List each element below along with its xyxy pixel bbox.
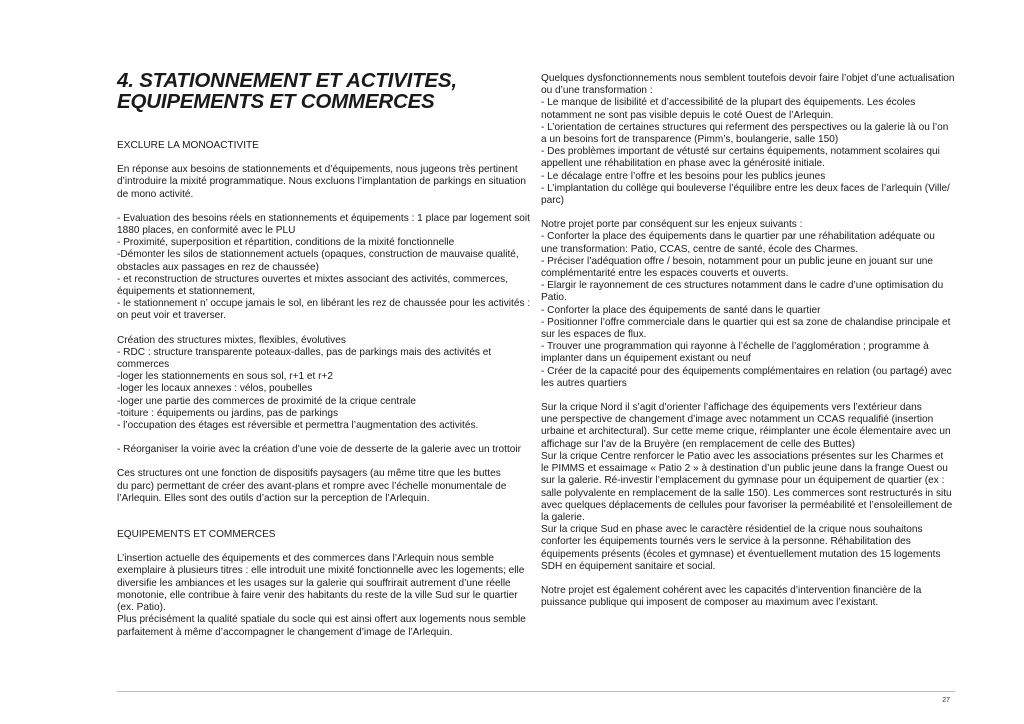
text-line: les autres quartiers xyxy=(541,377,627,389)
text-line: Notre projet est également cohérent avec les capacités d’intervention financière de la xyxy=(541,584,922,596)
text-line: le PIMMS et essaimage « Patio 2 » à destination d’un public jeune dans la frange Ouest ou xyxy=(541,463,948,475)
title-line: EQUIPEMENTS ET COMMERCES xyxy=(117,90,435,113)
text-line: Création des structures mixtes, flexibles, évolutives xyxy=(117,334,346,346)
text-line: - Le manque de lisibilité et d’accessibilité de la plupart des équipements. Les écoles xyxy=(541,97,916,109)
text-line: a un besoins fort de transparence (Pimm’s, boulangerie, salle 150) xyxy=(541,134,839,146)
text-line: - et reconstruction de structures ouvertes et mixtes associant des activités, commerces, xyxy=(117,273,509,285)
text-line: Sur la crique Centre renforcer le Patio avec les associations présentes sur les Charmes et xyxy=(541,450,944,462)
text-line: obstacles aux passages en rez de chaussée) xyxy=(117,261,319,273)
text-line: affichage sur l’av de la Bruyère (en remplacement de celle des Buttes) xyxy=(541,438,856,450)
text-line: une perspective de changement d’image avec notamment un CCAS requalifié (insertion xyxy=(541,414,934,426)
text-line: Ces structures ont une fonction de dispositifs paysagers (au même titre que les buttes xyxy=(117,468,501,480)
text-line: - L’implantation du collège qui bouleverse l’équilibre entre les deux faces de l’arlequin (Ville/ xyxy=(541,182,950,194)
title-line: 4. STATIONNEMENT ET ACTIVITES, xyxy=(117,69,457,92)
text-line: (ex. Patio). xyxy=(117,602,166,614)
text-line: En réponse aux besoins de stationnements et d’équipements, nous jugeons très pertinent xyxy=(117,164,518,176)
paragraph xyxy=(541,585,953,609)
text-line: équipements et stationnement, xyxy=(117,286,256,298)
text-line: l’Arlequin. Elles sont des outils d’action sur la perception de l’Arlequin. xyxy=(117,492,430,504)
text-line: - Réorganiser la voirie avec la création d’une voie de desserte de la galerie avec un trottoir xyxy=(117,444,521,456)
left-column xyxy=(117,70,529,639)
text-line: - Evaluation des besoins réels en stationnements et équipements : 1 place par logement soit xyxy=(117,212,530,224)
text-line: notamment ne sont pas visible depuis le coté Ouest de l’Arlequin. xyxy=(541,109,834,121)
text-line: - l’occupation des étages est réversible et permettra l’augmentation des activités. xyxy=(117,420,479,432)
text-line: sur les espaces de flux. xyxy=(541,329,647,341)
text-line: complémentarité entre les espaces couverts et ouverts. xyxy=(541,268,789,280)
text-line: - L’orientation de certaines structures qui referment des perspectives ou la galerie là ou l’on xyxy=(541,121,949,133)
section-heading-monoactivite: EXCLURE LA MONOACTIVITE xyxy=(117,140,259,151)
text-line: Patio. xyxy=(541,292,567,304)
text-line: Quelques dysfonctionnements nous semblent toutefois devoir faire l’objet d’une actualisation xyxy=(541,73,955,84)
text-line: 1880 places, en conformité avec le PLU xyxy=(117,225,296,237)
paragraph xyxy=(541,219,953,390)
text-line: du parc) permettant de créer des avant-plans et rompre avec l’échelle monumentale de xyxy=(117,480,507,492)
text-line: - Trouver une programmation qui rayonne à l’échelle de l’agglomération ; programme à xyxy=(541,341,929,353)
text-line: diversifie les ambiances et les usages sur la galerie qui souffrirait autrement d’une réelle xyxy=(117,577,511,589)
text-line: - Préciser l’adéquation offre / besoin, notamment pour un public jeune en jouant sur une xyxy=(541,255,934,267)
text-line: parfaitement à même d’accompagner le changement d’image de l’Arlequin. xyxy=(117,626,453,638)
text-line: Plus précisément la qualité spatiale du socle qui est ainsi offert aux logements nous semble xyxy=(117,614,526,626)
text-line: - Positionner l’offre commerciale dans le quartier qui est sa zone de chalandise principale et xyxy=(541,316,951,328)
paragraph xyxy=(117,335,529,433)
paragraph xyxy=(117,468,529,505)
text-line: - Le décalage entre l’offre et les besoins pour les publics jeunes xyxy=(541,170,826,182)
text-line: implanter dans un équipement existant ou neuf xyxy=(541,353,751,365)
text-line: d’introduire la mixité programmatique. Nous excluons l’implantation de parkings en situation xyxy=(117,176,527,188)
text-line: avec quelques déplacements de cellules pour favoriser la perméabilité et l’ensoleillement de xyxy=(541,499,953,511)
text-line: Sur la crique Nord il s’agit d’orienter l’affichage des équipements vers l’extérieur dans xyxy=(541,402,922,414)
text-line: urbaine et architectural). Sur cette meme crique, réimplanter une école élementaire avec un xyxy=(541,426,951,438)
text-line: - RDC : structure transparente poteaux-dalles, pas de parkings mais des activités et xyxy=(117,346,492,358)
right-column xyxy=(541,73,953,609)
paragraph xyxy=(117,444,529,456)
paragraph xyxy=(117,553,529,638)
text-line: commerces xyxy=(117,359,170,371)
text-line: salle polyvalente en remplacement de la salle 150). Les commerces sont restructurés in situ xyxy=(541,487,952,499)
section-heading-equipements: EQUIPEMENTS ET COMMERCES xyxy=(117,529,276,541)
text-line: L’insertion actuelle des équipements et des commerces dans l’Arlequin nous semble xyxy=(117,553,495,565)
footer-divider xyxy=(117,691,955,692)
text-line: monotonie, elle contribue à faire venir des habitants du reste de la ville Sud sur le quartier xyxy=(117,589,518,601)
text-line: équipements présents (écoles et gymnase) et éventuellement mutation des 15 logements xyxy=(541,548,941,560)
text-line: -Démonter les silos de stationnement actuels (opaques, construction de mauvaise qualité, xyxy=(117,249,519,261)
text-line: conforter les équipements tournés vers le service à la personne. Réhabilitation des xyxy=(541,536,911,548)
text-line: - Conforter la place des équipements dans le quartier par une réhabilitation adéquate ou xyxy=(541,231,935,243)
text-line: parc) xyxy=(541,195,564,207)
paragraph xyxy=(117,213,529,323)
text-line: -loger les locaux annexes : vélos, poubelles xyxy=(117,383,313,395)
text-line: puissance publique qui imposent de composer au maximum avec l’existant. xyxy=(541,597,879,609)
text-line: - Des problèmes important de vétusté sur certains équipements, notamment scolaires qui xyxy=(541,146,940,158)
text-line: - Elargir le rayonnement de ces structures notamment dans le cadre d’une optimisation du xyxy=(541,280,944,292)
text-line: appellent une réhabilitation en phase avec la générosité initiale. xyxy=(541,158,825,170)
text-line: - Proximité, superposition et répartition, conditions de la mixité fonctionnelle xyxy=(117,237,455,249)
text-line: - le stationnement n’ occupe jamais le sol, en libérant les rez de chaussée pour les activités : xyxy=(117,298,531,310)
text-line: on peut voir et traverser. xyxy=(117,310,226,322)
text-line: de mono activité. xyxy=(117,188,194,200)
text-line: la galerie. xyxy=(541,511,585,523)
text-line: une transformation: Patio, CCAS, centre de santé, école des Charmes. xyxy=(541,243,858,255)
text-line: Notre projet porte par conséquent sur les enjeux suivants : xyxy=(541,219,803,231)
paragraph xyxy=(541,73,953,207)
page-title xyxy=(117,70,529,112)
text-line: -loger une partie des commerces de proximité de la crique centrale xyxy=(117,395,417,407)
text-line: -toiture : équipements ou jardins, pas de parkings xyxy=(117,407,339,419)
text-line: Sur la crique Sud en phase avec le caractère résidentiel de la crique nous souhaitons xyxy=(541,524,923,536)
text-line: - Conforter la place des équipements de santé dans le quartier xyxy=(541,304,821,316)
paragraph xyxy=(117,164,529,201)
text-line: - Créer de la capacité pour des équipements complémentaires en relation (ou partagé) avec xyxy=(541,365,952,377)
text-line: SDH en équipement sanitaire et social. xyxy=(541,560,716,572)
text-line: ou d’une transformation : xyxy=(541,85,653,97)
text-line: -loger les stationnements en sous sol, r+1 et r+2 xyxy=(117,371,334,383)
paragraph xyxy=(541,402,953,573)
text-line: exemplaire à plusieurs titres : elle introduit une mixité fonctionnelle avec les logements; elle xyxy=(117,565,525,577)
page-number: 27 xyxy=(942,697,950,704)
text-line: sur la galerie. Ré-investir l’emplacement du gymnase pour un équipement de quartier (ex : xyxy=(541,475,945,487)
